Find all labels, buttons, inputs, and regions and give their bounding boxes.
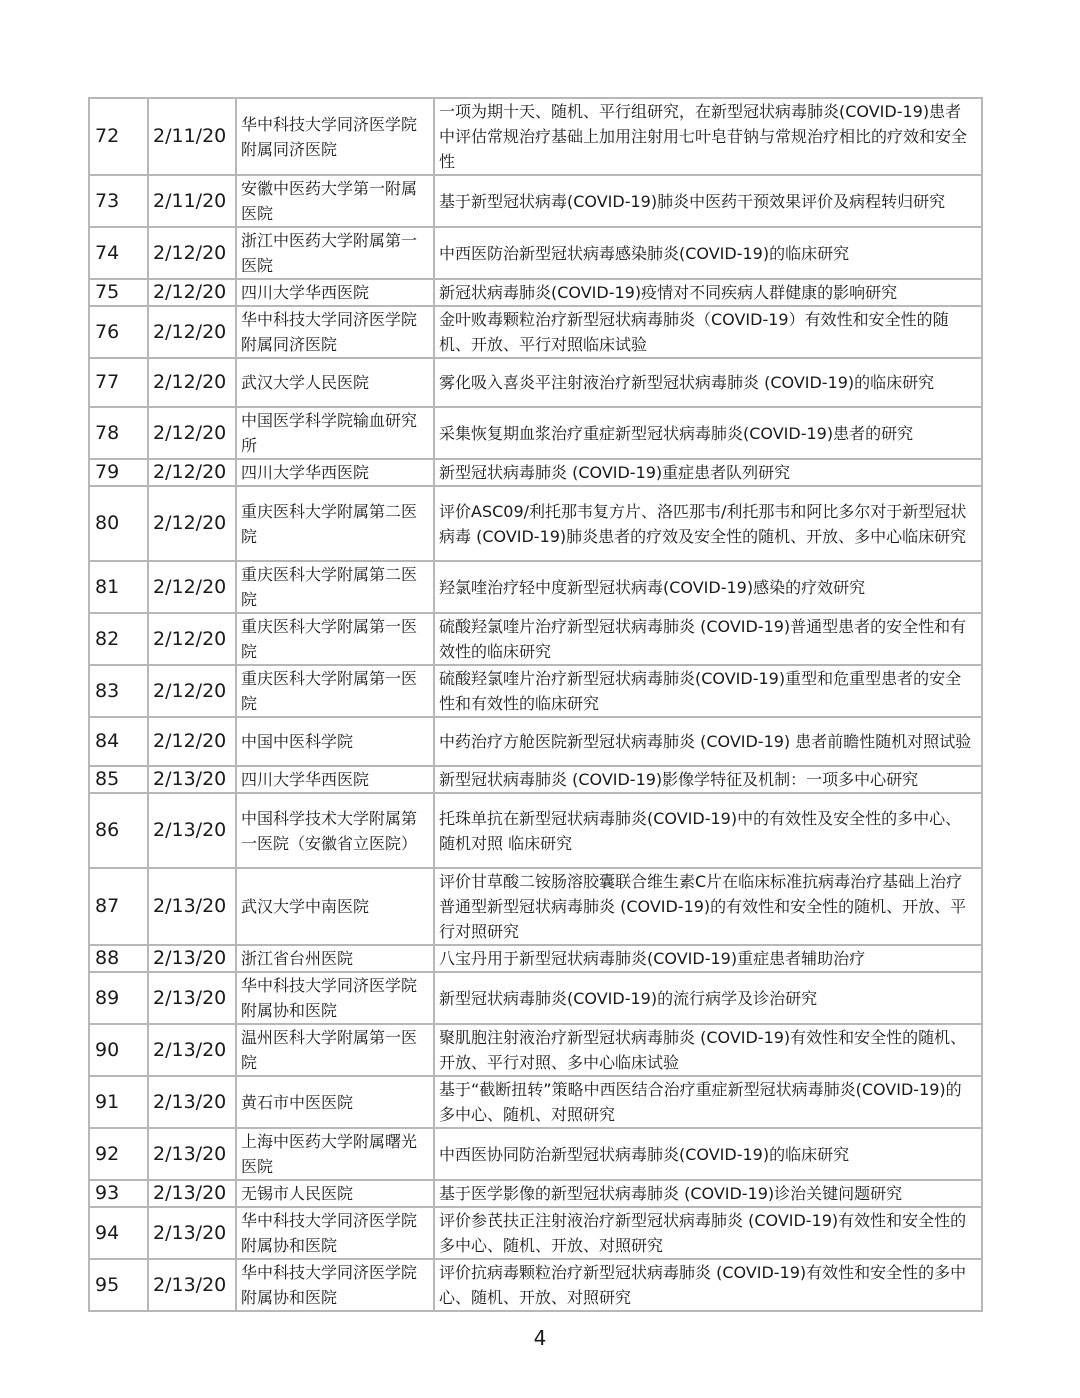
row-number-cell: 87 bbox=[89, 868, 148, 945]
institution-cell: 浙江中医药大学附属第一医院 bbox=[236, 227, 434, 279]
table-row bbox=[89, 945, 982, 972]
row-number-cell: 93 bbox=[89, 1180, 148, 1207]
table-row bbox=[89, 175, 982, 227]
study-title-cell: 中西医协同防治新型冠状病毒肺炎(COVID-19)的临床研究 bbox=[434, 1128, 982, 1180]
date-cell: 2/13/20 bbox=[148, 1024, 236, 1076]
date-cell: 2/13/20 bbox=[148, 945, 236, 972]
row-number-cell: 85 bbox=[89, 766, 148, 793]
date-cell: 2/13/20 bbox=[148, 868, 236, 945]
table-row bbox=[89, 279, 982, 306]
study-title-cell: 聚肌胞注射液治疗新型冠状病毒肺炎 (COVID-19)有效性和安全性的随机、开放、平行对照、多中心临床试验 bbox=[434, 1024, 982, 1076]
study-title-cell: 八宝丹用于新型冠状病毒肺炎(COVID-19)重症患者辅助治疗 bbox=[434, 945, 982, 972]
study-title-cell: 评价参芪扶正注射液治疗新型冠状病毒肺炎 (COVID-19)有效性和安全性的多中心、随机、开放、对照研究 bbox=[434, 1207, 982, 1259]
table-row bbox=[89, 1024, 982, 1076]
date-cell: 2/13/20 bbox=[148, 1128, 236, 1180]
table-row bbox=[89, 561, 982, 613]
table-row bbox=[89, 972, 982, 1024]
row-number-cell: 75 bbox=[89, 279, 148, 306]
institution-cell: 华中科技大学同济医学院附属协和医院 bbox=[236, 1207, 434, 1259]
date-cell: 2/12/20 bbox=[148, 407, 236, 459]
study-title-cell: 金叶败毒颗粒治疗新型冠状病毒肺炎（COVID-19）有效性和安全性的随机、开放、平行对照临床试验 bbox=[434, 306, 982, 358]
table-row bbox=[89, 459, 982, 486]
institution-cell: 温州医科大学附属第一医院 bbox=[236, 1024, 434, 1076]
study-title-cell: 基于医学影像的新型冠状病毒肺炎 (COVID-19)诊治关键问题研究 bbox=[434, 1180, 982, 1207]
row-number-cell: 74 bbox=[89, 227, 148, 279]
institution-cell: 中国中医科学院 bbox=[236, 717, 434, 766]
date-cell: 2/12/20 bbox=[148, 306, 236, 358]
row-number-cell: 82 bbox=[89, 613, 148, 665]
institution-cell: 重庆医科大学附属第一医院 bbox=[236, 613, 434, 665]
study-title-cell: 一项为期十天、随机、平行组研究，在新型冠状病毒肺炎(COVID-19)患者中评估常规治疗基础上加用注射用七叶皂苷钠与常规治疗相比的疗效和安全性 bbox=[434, 98, 982, 175]
row-number-cell: 88 bbox=[89, 945, 148, 972]
institution-cell: 重庆医科大学附属第二医院 bbox=[236, 486, 434, 561]
institution-cell: 重庆医科大学附属第一医院 bbox=[236, 665, 434, 717]
study-title-cell: 评价抗病毒颗粒治疗新型冠状病毒肺炎 (COVID-19)有效性和安全性的多中心、随机、开放、对照研究 bbox=[434, 1259, 982, 1311]
page-number: 4 bbox=[533, 1326, 547, 1350]
row-number-cell: 90 bbox=[89, 1024, 148, 1076]
study-title-cell: 评价ASC09/利托那韦复方片、洛匹那韦/利托那韦和阿比多尔对于新型冠状病毒 (COVID-19)肺炎患者的疗效及安全性的随机、开放、多中心临床研究 bbox=[434, 486, 982, 561]
institution-cell: 四川大学华西医院 bbox=[236, 459, 434, 486]
table-row bbox=[89, 358, 982, 407]
study-title-cell: 羟氯喹治疗轻中度新型冠状病毒(COVID-19)感染的疗效研究 bbox=[434, 561, 982, 613]
row-number-cell: 91 bbox=[89, 1076, 148, 1128]
date-cell: 2/13/20 bbox=[148, 1076, 236, 1128]
row-number-cell: 72 bbox=[89, 98, 148, 175]
study-title-cell: 雾化吸入喜炎平注射液治疗新型冠状病毒肺炎 (COVID-19)的临床研究 bbox=[434, 358, 982, 407]
institution-cell: 中国科学技术大学附属第一医院（安徽省立医院） bbox=[236, 793, 434, 868]
institution-cell: 浙江省台州医院 bbox=[236, 945, 434, 972]
table-row bbox=[89, 1259, 982, 1311]
row-number-cell: 78 bbox=[89, 407, 148, 459]
institution-cell: 武汉大学人民医院 bbox=[236, 358, 434, 407]
institution-cell: 华中科技大学同济医学院附属同济医院 bbox=[236, 98, 434, 175]
study-title-cell: 新型冠状病毒肺炎(COVID-19)的流行病学及诊治研究 bbox=[434, 972, 982, 1024]
study-title-cell: 基于“截断扭转”策略中西医结合治疗重症新型冠状病毒肺炎(COVID-19)的多中心、随机、对照研究 bbox=[434, 1076, 982, 1128]
institution-cell: 上海中医药大学附属曙光医院 bbox=[236, 1128, 434, 1180]
institution-cell: 黄石市中医医院 bbox=[236, 1076, 434, 1128]
date-cell: 2/12/20 bbox=[148, 358, 236, 407]
table-row bbox=[89, 98, 982, 175]
row-number-cell: 76 bbox=[89, 306, 148, 358]
institution-cell: 四川大学华西医院 bbox=[236, 766, 434, 793]
date-cell: 2/13/20 bbox=[148, 972, 236, 1024]
institution-cell: 无锡市人民医院 bbox=[236, 1180, 434, 1207]
date-cell: 2/12/20 bbox=[148, 486, 236, 561]
institution-cell: 重庆医科大学附属第二医院 bbox=[236, 561, 434, 613]
date-cell: 2/13/20 bbox=[148, 766, 236, 793]
date-cell: 2/12/20 bbox=[148, 665, 236, 717]
study-title-cell: 新型冠状病毒肺炎 (COVID-19)影像学特征及机制：一项多中心研究 bbox=[434, 766, 982, 793]
row-number-cell: 94 bbox=[89, 1207, 148, 1259]
date-cell: 2/13/20 bbox=[148, 1180, 236, 1207]
study-title-cell: 硫酸羟氯喹片治疗新型冠状病毒肺炎(COVID-19)重型和危重型患者的安全性和有效性的临床研究 bbox=[434, 665, 982, 717]
date-cell: 2/11/20 bbox=[148, 175, 236, 227]
table-row bbox=[89, 306, 982, 358]
table-row bbox=[89, 227, 982, 279]
date-cell: 2/13/20 bbox=[148, 1207, 236, 1259]
date-cell: 2/12/20 bbox=[148, 459, 236, 486]
institution-cell: 安徽中医药大学第一附属医院 bbox=[236, 175, 434, 227]
institution-cell: 四川大学华西医院 bbox=[236, 279, 434, 306]
institution-cell: 武汉大学中南医院 bbox=[236, 868, 434, 945]
row-number-cell: 79 bbox=[89, 459, 148, 486]
study-title-cell: 评价甘草酸二铵肠溶胶囊联合维生素C片在临床标准抗病毒治疗基础上治疗普通型新型冠状病毒肺炎 (COVID-19)的有效性和安全性的随机、开放、平行对照研究 bbox=[434, 868, 982, 945]
study-title-cell: 托珠单抗在新型冠状病毒肺炎(COVID-19)中的有效性及安全性的多中心、随机对照 临床研究 bbox=[434, 793, 982, 868]
study-title-cell: 基于新型冠状病毒(COVID-19)肺炎中医药干预效果评价及病程转归研究 bbox=[434, 175, 982, 227]
table-row bbox=[89, 793, 982, 868]
table-row bbox=[89, 717, 982, 766]
institution-cell: 华中科技大学同济医学院附属同济医院 bbox=[236, 306, 434, 358]
study-title-cell: 中西医防治新型冠状病毒感染肺炎(COVID-19)的临床研究 bbox=[434, 227, 982, 279]
date-cell: 2/12/20 bbox=[148, 561, 236, 613]
date-cell: 2/12/20 bbox=[148, 717, 236, 766]
row-number-cell: 80 bbox=[89, 486, 148, 561]
row-number-cell: 86 bbox=[89, 793, 148, 868]
date-cell: 2/12/20 bbox=[148, 279, 236, 306]
table-row bbox=[89, 868, 982, 945]
row-number-cell: 92 bbox=[89, 1128, 148, 1180]
row-number-cell: 89 bbox=[89, 972, 148, 1024]
institution-cell: 华中科技大学同济医学院附属协和医院 bbox=[236, 972, 434, 1024]
row-number-cell: 83 bbox=[89, 665, 148, 717]
row-number-cell: 73 bbox=[89, 175, 148, 227]
table-row bbox=[89, 766, 982, 793]
date-cell: 2/12/20 bbox=[148, 613, 236, 665]
table-row bbox=[89, 613, 982, 665]
row-number-cell: 84 bbox=[89, 717, 148, 766]
date-cell: 2/11/20 bbox=[148, 98, 236, 175]
date-cell: 2/12/20 bbox=[148, 227, 236, 279]
date-cell: 2/13/20 bbox=[148, 1259, 236, 1311]
table-row bbox=[89, 1180, 982, 1207]
study-title-cell: 硫酸羟氯喹片治疗新型冠状病毒肺炎 (COVID-19)普通型患者的安全性和有效性的临床研究 bbox=[434, 613, 982, 665]
table-row bbox=[89, 1128, 982, 1180]
study-title-cell: 采集恢复期血浆治疗重症新型冠状病毒肺炎(COVID-19)患者的研究 bbox=[434, 407, 982, 459]
table-row bbox=[89, 1076, 982, 1128]
table-row bbox=[89, 486, 982, 561]
date-cell: 2/13/20 bbox=[148, 793, 236, 868]
table-row bbox=[89, 1207, 982, 1259]
row-number-cell: 77 bbox=[89, 358, 148, 407]
clinical-trials-table bbox=[88, 97, 983, 1312]
table-row bbox=[89, 665, 982, 717]
institution-cell: 中国医学科学院输血研究所 bbox=[236, 407, 434, 459]
institution-cell: 华中科技大学同济医学院附属协和医院 bbox=[236, 1259, 434, 1311]
study-title-cell: 中药治疗方舱医院新型冠状病毒肺炎 (COVID-19) 患者前瞻性随机对照试验 bbox=[434, 717, 982, 766]
row-number-cell: 81 bbox=[89, 561, 148, 613]
study-title-cell: 新冠状病毒肺炎(COVID-19)疫情对不同疾病人群健康的影响研究 bbox=[434, 279, 982, 306]
table-row bbox=[89, 407, 982, 459]
row-number-cell: 95 bbox=[89, 1259, 148, 1311]
study-title-cell: 新型冠状病毒肺炎 (COVID-19)重症患者队列研究 bbox=[434, 459, 982, 486]
table-body bbox=[89, 98, 982, 1311]
